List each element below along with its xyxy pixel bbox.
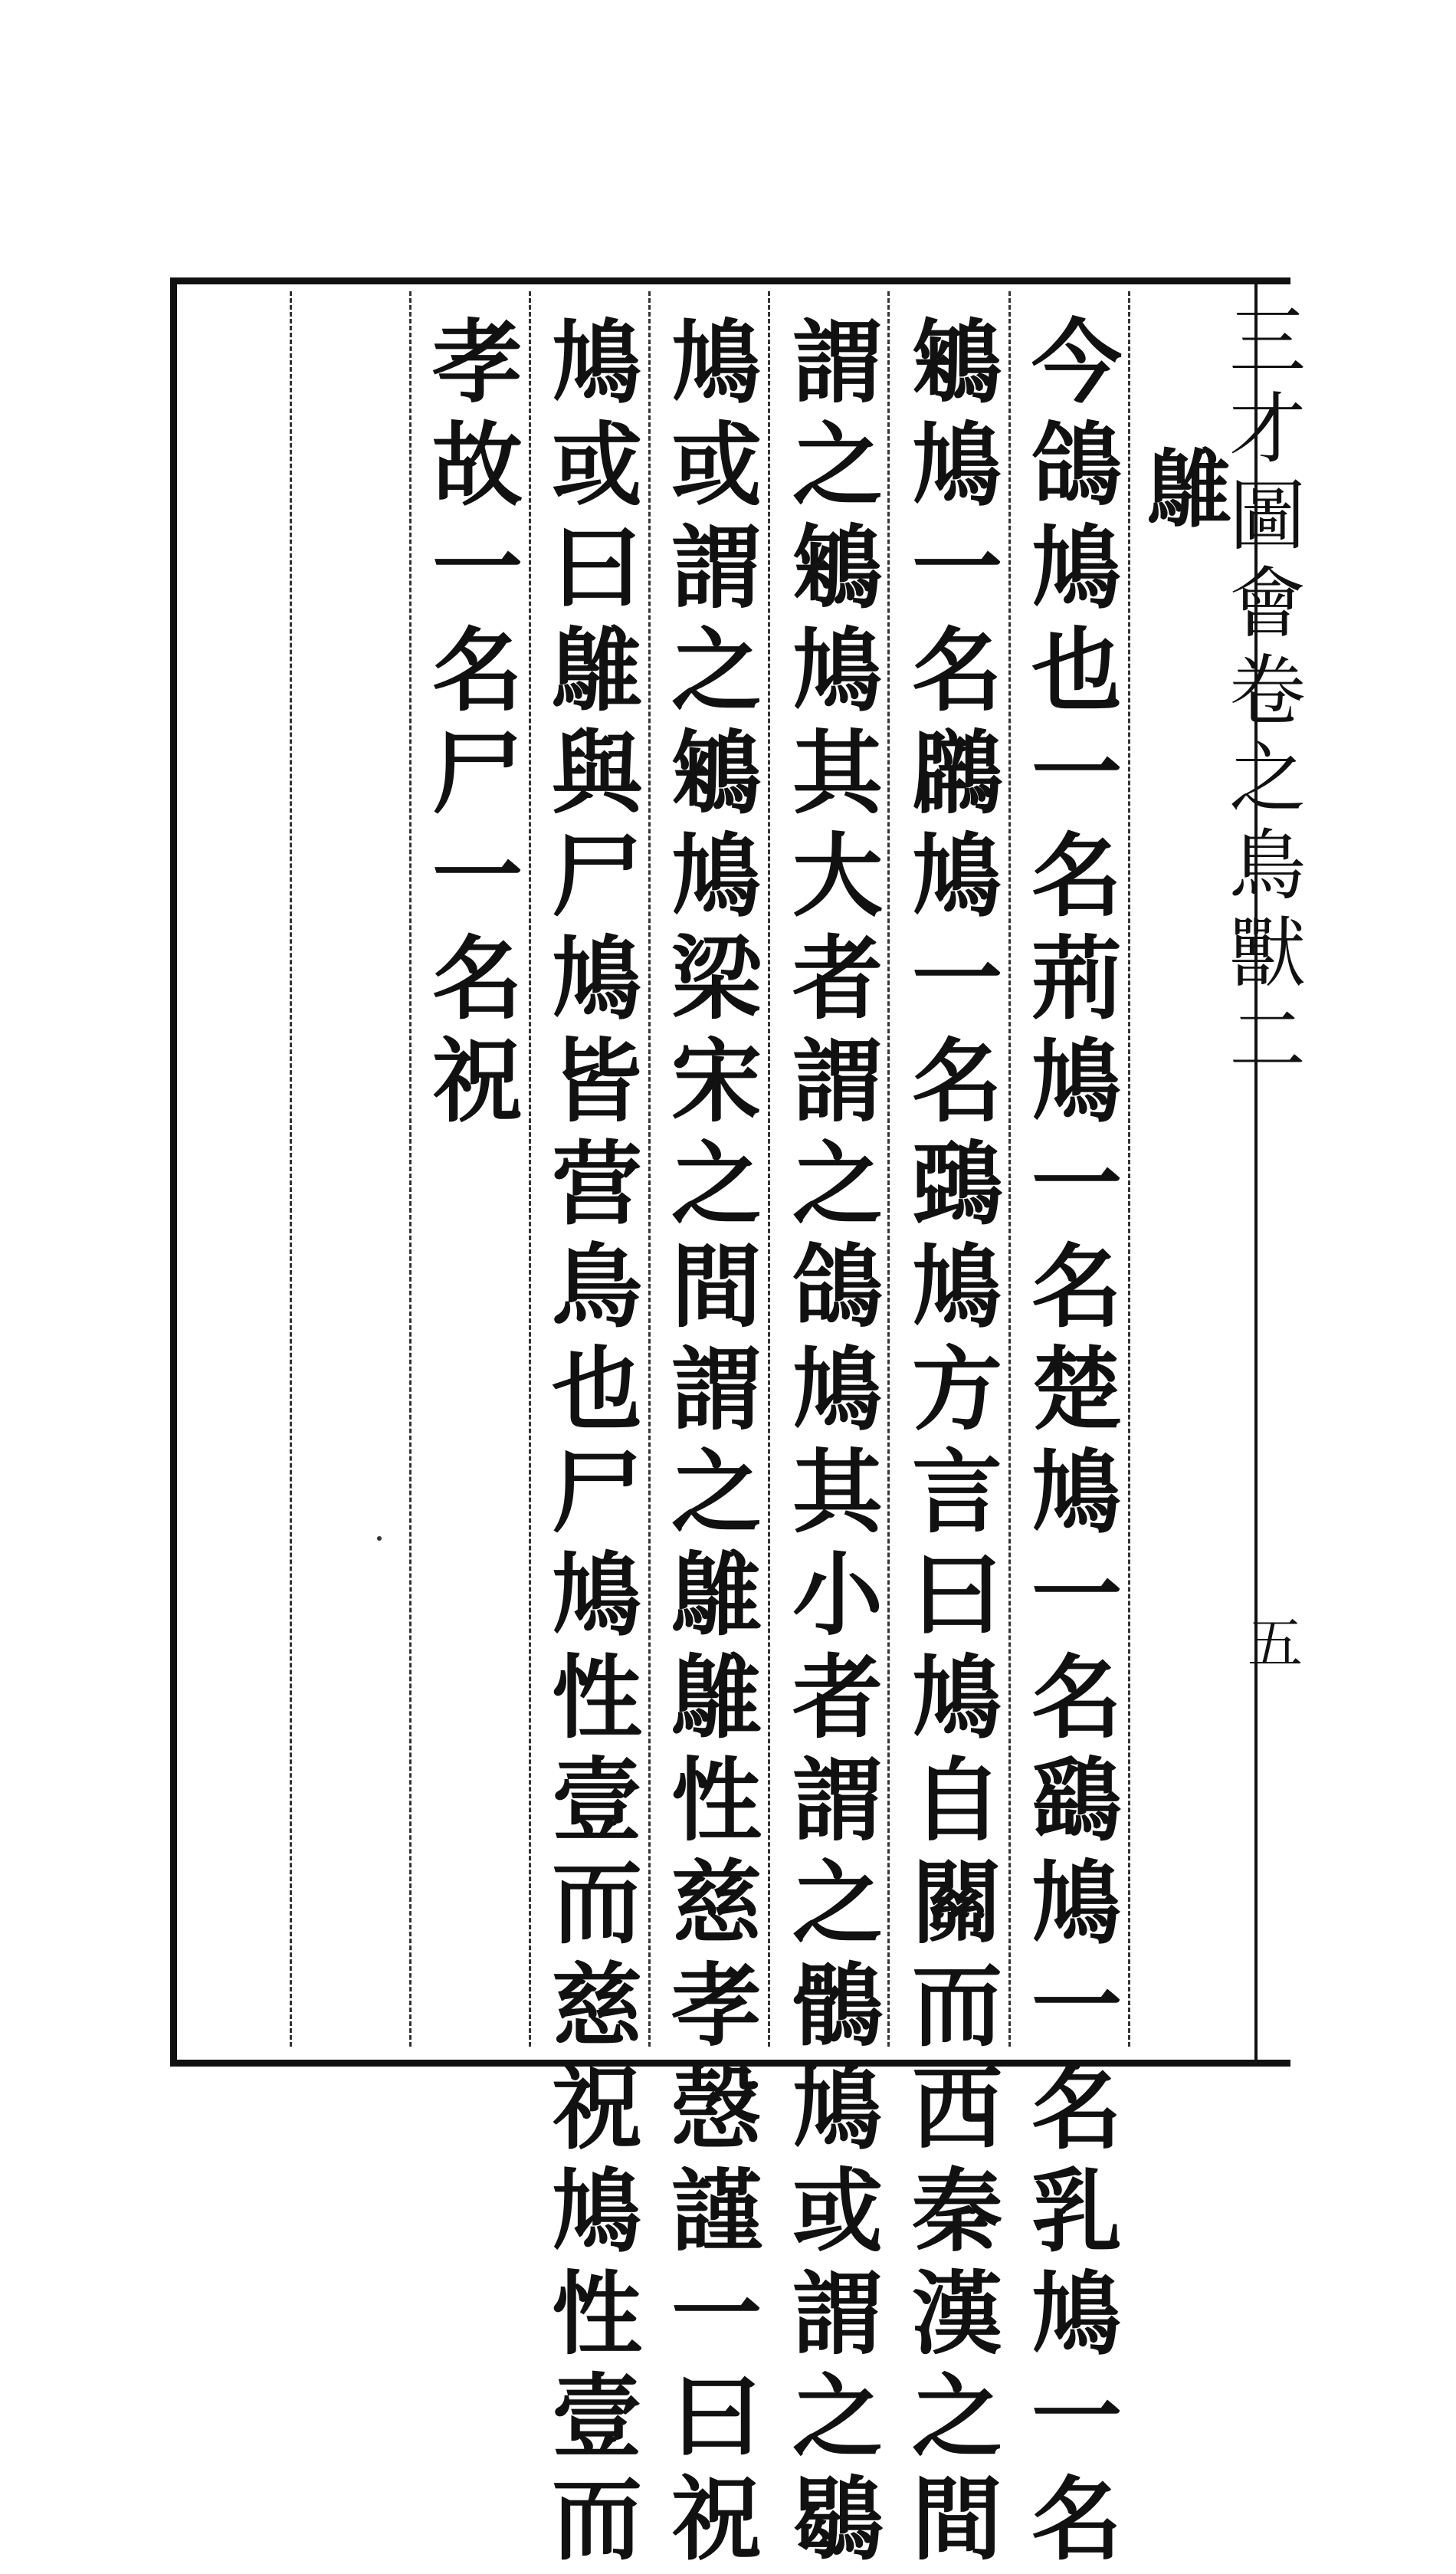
- column-rule: [1128, 291, 1130, 2047]
- column-rule: [529, 291, 531, 2047]
- entry-title: 鵻: [1133, 445, 1232, 529]
- text-column-6: 孝故一名尸一名祝: [417, 314, 523, 1136]
- text-column-1: 今鴿鳩也一名荊鳩一名楚鳩一名鷂鳩一名乳鳩一名: [1016, 314, 1123, 2574]
- column-rule: [887, 291, 890, 2047]
- column-rule: [409, 291, 412, 2047]
- text-column-4: 鳩或謂之鵴鳩梁宋之間謂之鵻鵻性慈孝愨謹一曰祝: [656, 314, 762, 2574]
- folio-number: 五: [1248, 1611, 1304, 1676]
- column-rule: [290, 291, 292, 2047]
- text-column-5: 鳩或曰鵻與尸鳩皆营鳥也尸鳩性壹而慈祝鳩性壹而: [536, 314, 643, 2574]
- running-header: 三才圖會卷之鳥獸二: [1216, 300, 1306, 1087]
- column-rule: [768, 291, 770, 2047]
- text-column-2: 鵴鳩一名鸊鳩一名鵶鳩方言曰鳩自關而西秦漢之間: [897, 314, 1003, 2574]
- column-rule: [1008, 291, 1011, 2047]
- text-column-3: 謂之鵴鳩其大者謂之鴿鳩其小者謂之鶻鳩或謂之鶡: [777, 314, 884, 2574]
- ink-speck: [377, 1536, 382, 1541]
- column-rule: [648, 291, 651, 2047]
